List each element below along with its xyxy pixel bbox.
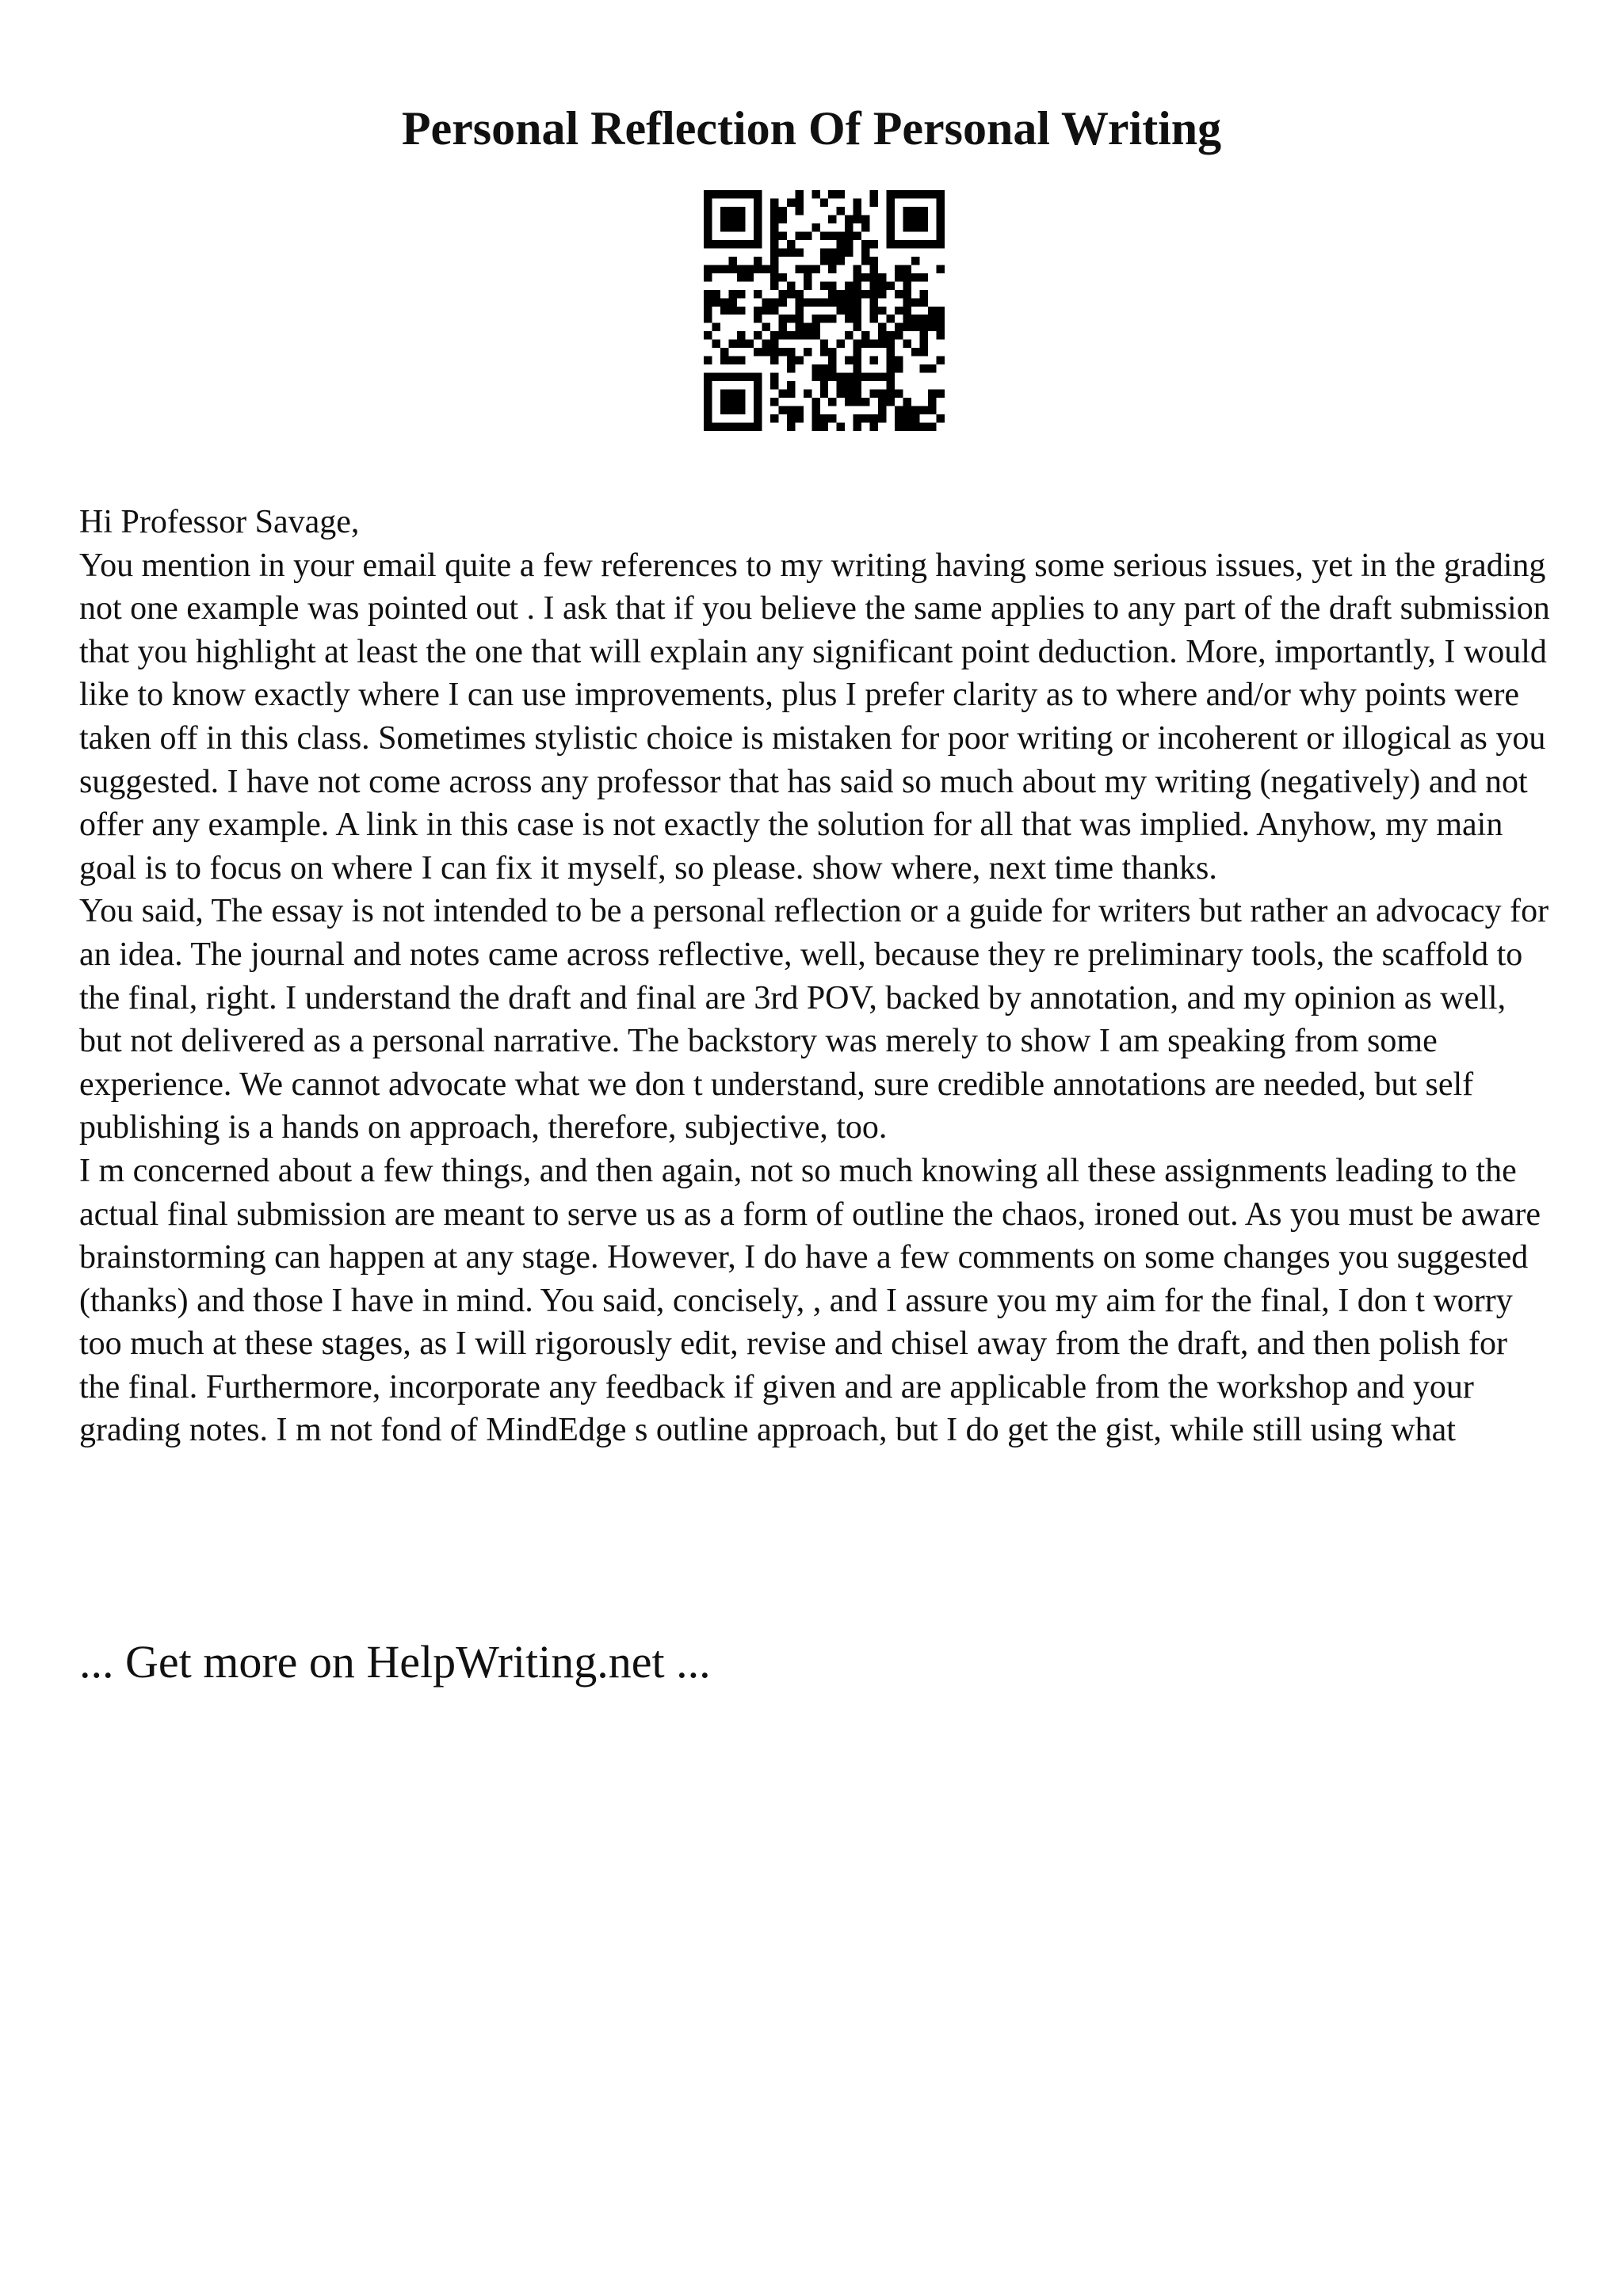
paragraph: You said, The essay is not intended to be a personal reflection or a guide for writers but rather an advocacy for an idea. The journal and notes came across reflective, well, because they re preliminary tools, the scaffold to the final, right. I understand the draft and final are 3rd POV, backed by annotation, and my opinion as well, but not delivered as a personal narrative. The backstory was merely to show I am speaking from some experience. We cannot advocate what we don t understand, sure credible annotations are needed, but self publishing is a hands on approach, therefore, subjective, too.	[79, 893, 1549, 1146]
paragraph: I m concerned about a few things, and then again, not so much knowing all these assignments leading to the actual final submission are meant to serve us as a form of outline the chaos, ironed out. As you must be aware brainstorming can happen at any stage. However, I do have a few comments on some changes you suggested (thanks) and those I have in mind. You said, concisely, , and I assure you my aim for the final, I don t worry too much at these stages, as I will rigorously edit, revise and chisel away from the draft, and then polish for the final. Furthermore, incorporate any feedback if given and are applicable from the workshop and your grading notes. I m not fond of MindEdge s outline approach, but I do get the gist, while still using what	[79, 1152, 1541, 1449]
page-title: Personal Reflection Of Personal Writing	[401, 102, 1222, 154]
salutation: Hi Professor Savage,	[79, 504, 360, 540]
paragraph: You mention in your email quite a few references to my writing having some serious issues, yet in the grading not one example was pointed out . I ask that if you believe the same applies to any part of the draft submission that you highlight at least the one that will explain any significant point deduction. More, importantly, I would like to know exactly where I can use improvements, plus I prefer clarity as to where and/or why points were taken off in this class. Sometimes stylistic choice is mistaken for poor writing or incoherent or illogical as you suggested. I have not come across any professor that has said so much about my writing (negatively) and not offer any example. A link in this case is not exactly the solution for all that was implied. Anyhow, my main goal is to focus on where I can fix it myself, so please. show where, next time thanks.	[79, 547, 1550, 887]
qr-code-icon	[704, 190, 945, 431]
get-more-link[interactable]: ... Get more on HelpWriting.net ...	[79, 1636, 711, 1688]
letter-body	[79, 501, 1553, 1452]
